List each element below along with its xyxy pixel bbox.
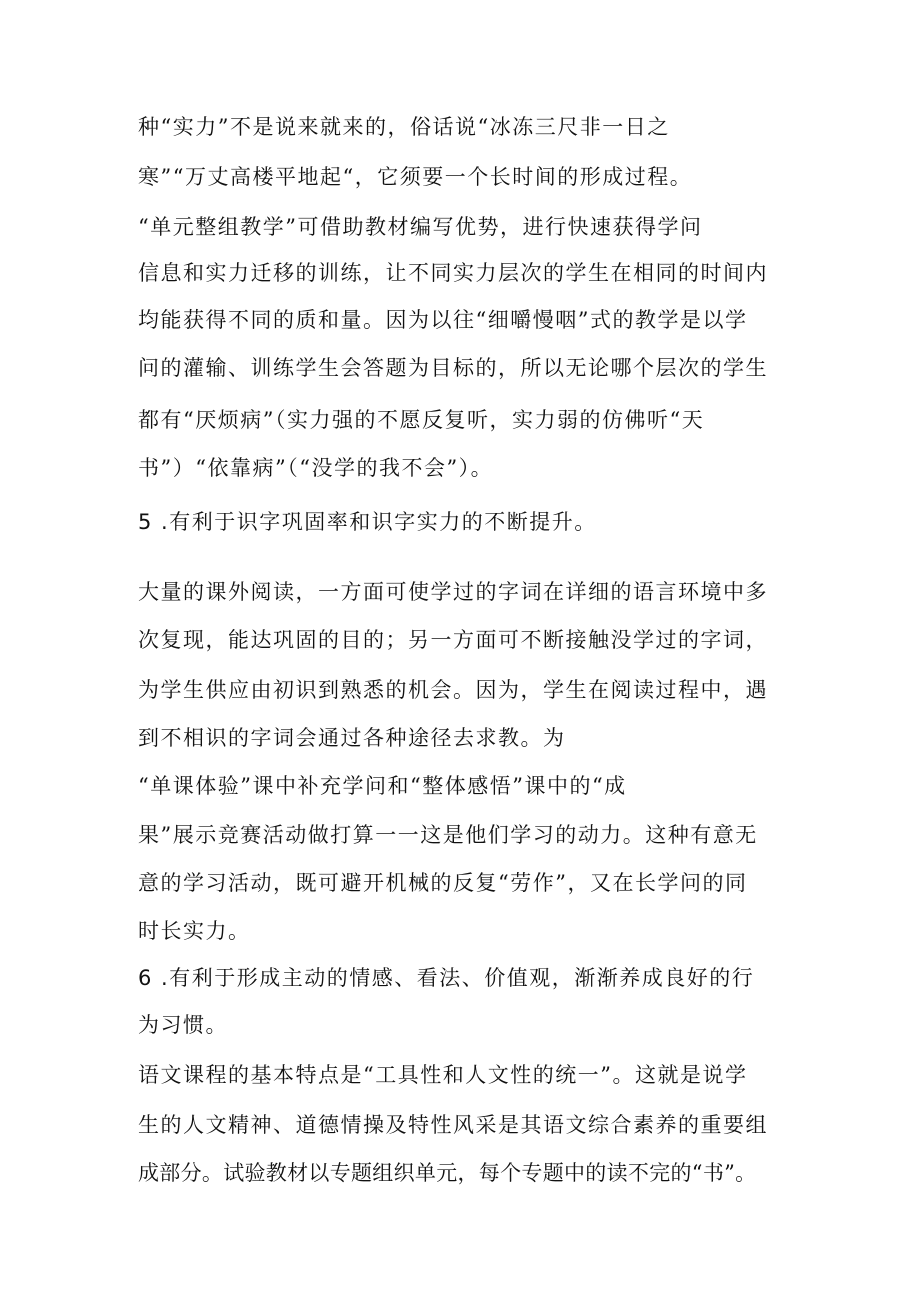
text-line: 为学生供应由初识到熟悉的机会。因为，学生在阅读过程中，遇	[138, 678, 768, 702]
text-line: 种“实力”不是说来就来的，俗话说“冰冻三尺非一日之	[138, 115, 670, 139]
text-line: 信息和实力迁移的训练，让不同实力层次的学生在相同的时间内	[138, 261, 768, 285]
text-line: 果”展示竞赛活动做打算一一这是他们学习的动力。这种有意无	[138, 823, 758, 847]
text-line: 均能获得不同的质和量。因为以往“细嚼慢咽”式的教学是以学	[138, 308, 748, 332]
text-line: 时长实力。	[138, 919, 251, 943]
text-line: 都有“厌烦病”（实力强的不愿反复听，实力弱的仿佛听“天	[138, 408, 705, 432]
text-line: 意的学习活动，既可避开机械的反复“劳作”，又在长学问的同	[138, 871, 748, 895]
text-line: “单元整组教学”可借助教材编写优势，进行快速获得学问	[138, 215, 703, 239]
text-line: 到不相识的字词会通过各种途径去求教。为	[138, 726, 566, 750]
section-heading: 5 .有利于识字巩固率和识字实力的不断提升。	[138, 510, 597, 534]
text-line: 次复现，能达巩固的目的；另一方面可不断接触没学过的字词，	[138, 628, 768, 652]
text-line: 问的灌输、训练学生会答题为目标的，所以无论哪个层次的学生	[138, 356, 768, 380]
text-line: “单课体验”课中补充学问和“整体感悟”课中的“成	[138, 774, 627, 798]
text-line: 语文课程的基本特点是“工具性和人文性的统一”。这就是说学	[138, 1063, 748, 1087]
text-line: 书”）“依靠病”（“没学的我不会”）。	[138, 456, 494, 480]
text-line: 为习惯。	[138, 1013, 228, 1037]
text-line: 大量的课外阅读，一方面可使学过的字词在详细的语言环境中多	[138, 580, 768, 604]
text-line: 成部分。试验教材以专题组织单元，每个专题中的读不完的“书”。	[138, 1161, 757, 1185]
text-line: 寒”“万丈高楼平地起“，它须要一个长时间的形成过程。	[138, 165, 693, 189]
text-line: 生的人文精神、道德情操及特性风采是其语文综合素养的重要组	[138, 1113, 768, 1137]
section-heading: 6 .有利于形成主动的情感、看法、价值观，渐渐养成良好的行	[138, 966, 755, 990]
